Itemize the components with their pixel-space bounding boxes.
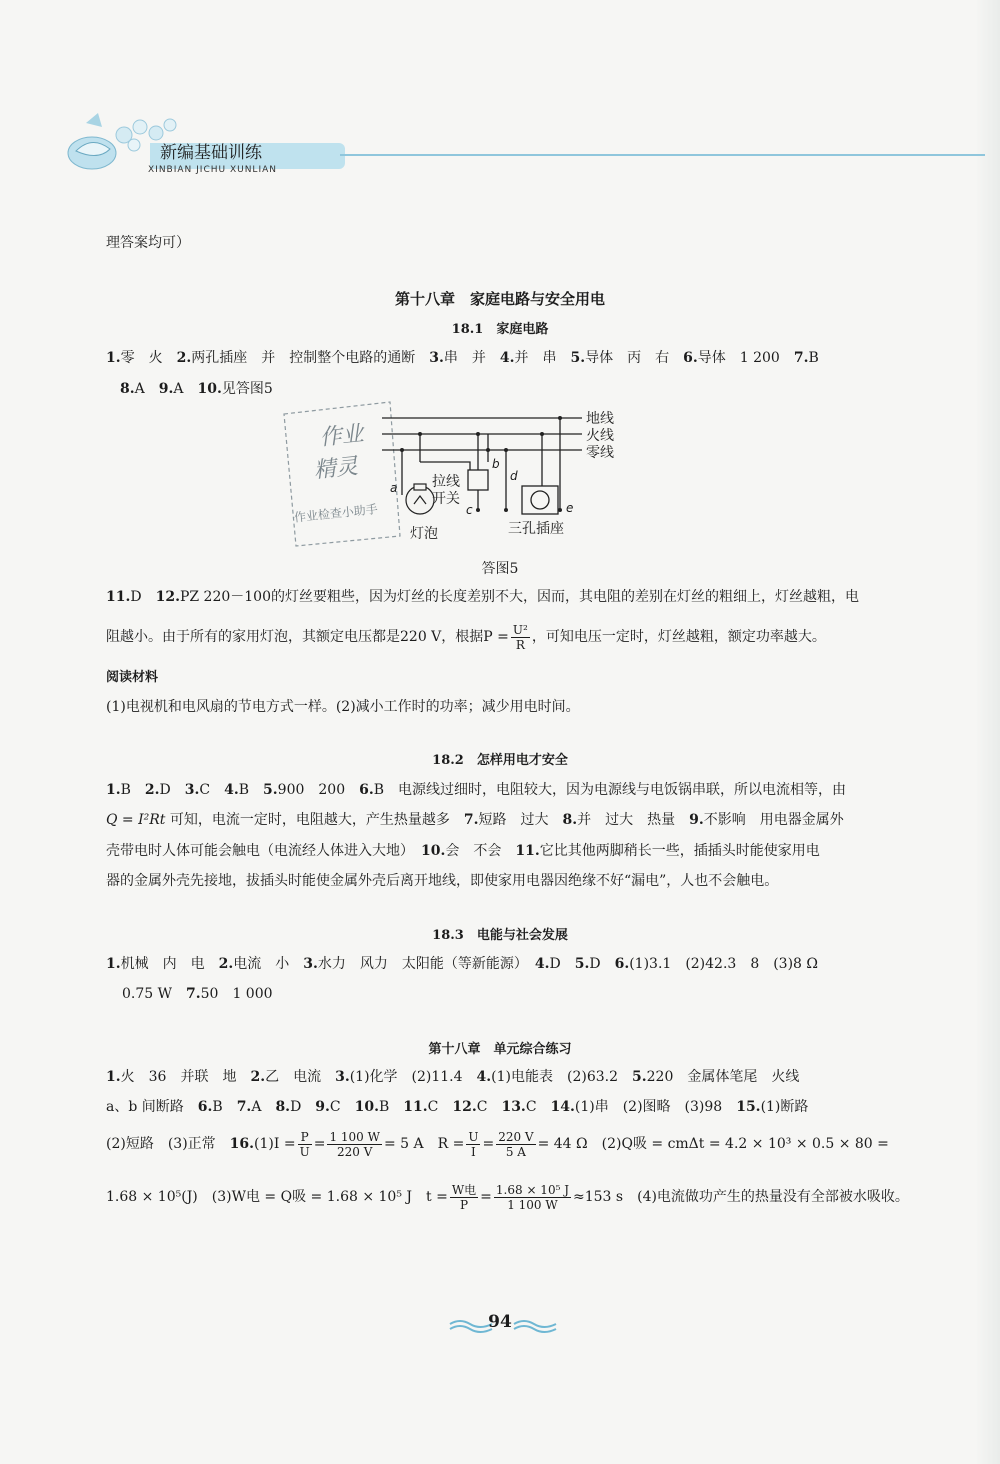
answer-text: B (808, 350, 819, 366)
label-live: 火线 (586, 428, 614, 444)
fraction-numerator: 1 100 W (329, 1129, 380, 1144)
q-number: 2. (218, 956, 234, 972)
fraction-denominator: P (459, 1197, 469, 1212)
stamp-text-1: 作业 (318, 421, 365, 451)
fraction-denominator: I (471, 1144, 476, 1159)
label-ground: 地线 (586, 411, 614, 427)
answer-text: D (290, 1099, 316, 1115)
q-number: 6. (359, 782, 374, 798)
answer-text: PZ 220－100的灯丝要粗些，因为灯丝的长度差别不大，因而，其电阻的差别在灯丝的粗细上，灯丝越粗，电 (179, 589, 859, 605)
q-number: 1. (106, 350, 121, 366)
answer-text: a、b 间断路 (106, 1099, 198, 1115)
formula-fraction (466, 1130, 480, 1159)
fraction-denominator: U (299, 1144, 310, 1159)
q-number: 8. (562, 812, 578, 828)
q-number: 9. (158, 381, 174, 397)
answer-line (106, 810, 844, 830)
q-number: 4. (499, 350, 515, 366)
answer-text: 阻越小。由于所有的家用灯泡，其额定电压都是220 V，根据 (106, 629, 484, 645)
q-number: 10. (197, 381, 222, 397)
q-number: 2. (144, 782, 160, 798)
continued-text: 理答案均可） (106, 235, 190, 251)
formula-text: = (482, 1136, 495, 1152)
label-a: a (390, 481, 398, 495)
stamp-text-3: 作业检查小助手 (293, 502, 379, 525)
fraction-denominator: 5 A (505, 1144, 526, 1159)
fraction-numerator: 220 V (498, 1129, 534, 1144)
fraction-denominator: 1 100 W (507, 1197, 558, 1212)
q-number: 10. (354, 1099, 379, 1115)
answer-text: B (379, 1099, 404, 1115)
answer-line (106, 841, 820, 861)
answer-line (106, 954, 818, 974)
answer-line: 器的金属外壳先接地，拔插头时能使金属外壳后离开地线，即使家用电器因绝缘不好“漏电”，人也不会触电。 (106, 873, 779, 889)
q-number: 11. (403, 1099, 428, 1115)
answer-text: 导体 1 200 (697, 350, 794, 366)
answer-text: B (212, 1099, 237, 1115)
answer-text: D (549, 956, 575, 972)
section-title-18-3: 18.3 电能与社会发展 (432, 928, 568, 943)
lightbulb-icon (406, 484, 434, 514)
answer-line (106, 1067, 799, 1087)
answer-text: 会 不会 (445, 843, 516, 859)
q-number: 5. (263, 782, 278, 798)
q-number: 7. (236, 1099, 252, 1115)
answer-line-16-cont (106, 1180, 909, 1214)
formula-fraction (511, 623, 530, 652)
formula-fraction (327, 1130, 382, 1159)
label-bulb: 灯泡 (410, 526, 438, 542)
answer-text: B 电源线过细时，电阻较大，因为电源线与电饭锅串联，所以电流相等，由 (373, 782, 847, 798)
answer-text: D (589, 956, 615, 972)
answer-text: C (476, 1099, 502, 1115)
answer-text: 火 36 并联 地 (120, 1069, 251, 1085)
section-title-18-1: 18.1 家庭电路 (451, 322, 549, 337)
q-number: 4. (534, 956, 550, 972)
q-number: 3. (303, 956, 318, 972)
formula-fraction (450, 1183, 478, 1212)
fraction-numerator: W电 (451, 1182, 477, 1197)
q-number: 4. (476, 1069, 492, 1085)
answer-text: A (251, 1099, 276, 1115)
answer-text: 50 1 000 (200, 986, 273, 1002)
q-number: 6. (197, 1099, 213, 1115)
q-number: 1. (106, 782, 121, 798)
answer-text: 串 并 (443, 350, 500, 366)
answer-line-16 (106, 1127, 889, 1161)
formula-inline: Q = I²Rt (106, 812, 166, 828)
answer-text: D (130, 589, 156, 605)
label-pull-switch-1: 拉线 (432, 474, 460, 490)
answer-text: 它比其他两脚稍长一些，插插头时能使家用电 (539, 843, 820, 859)
formula-text: = 44 Ω (2)Q吸 = cmΔt = 4.2 × 10³ × 0.5 × 80 = (537, 1136, 889, 1152)
answer-text: 导体 丙 右 (585, 350, 684, 366)
reading-title: 阅读材料 (106, 670, 159, 685)
q-number: 11. (515, 843, 540, 859)
answer-text: 不影响 用电器金属外 (703, 812, 844, 828)
answer-text: C (525, 1099, 551, 1115)
fraction-numerator: U² (512, 622, 528, 637)
answer-text: 乙 电流 (265, 1069, 336, 1085)
label-b: b (492, 457, 500, 471)
stamp-text-2: 精灵 (312, 454, 360, 484)
label-c: c (466, 503, 473, 517)
answer-line (122, 984, 273, 1004)
answer-text: (1)3.1 (2)42.3 8 (3)8 Ω (629, 956, 819, 972)
label-d: d (510, 469, 518, 483)
q-number: 11. (106, 589, 131, 605)
q-number: 12. (155, 589, 180, 605)
q-number: 8. (120, 381, 135, 397)
section-title-18-2: 18.2 怎样用电才安全 (432, 753, 568, 768)
q-number: 14. (550, 1099, 575, 1115)
q-number: 9. (689, 812, 704, 828)
answer-text: ，可知电压一定时，灯丝越粗，额定功率越大。 (531, 629, 826, 645)
label-socket: 三孔插座 (508, 521, 564, 537)
q-number: 2. (250, 1069, 266, 1085)
page-edge-shadow (975, 0, 1000, 1464)
answer-text: B (238, 782, 264, 798)
formula-text: = (480, 1189, 492, 1205)
page-number: 94 (488, 1312, 512, 1332)
q-number: 6. (614, 956, 630, 972)
answer-line (106, 348, 819, 368)
q-number: 13. (501, 1099, 526, 1115)
answer-text: 并 过大 热量 (577, 812, 690, 828)
q-number: 4. (224, 782, 239, 798)
answer-text: 零 火 (120, 350, 177, 366)
section-title-review: 第十八章 单元综合练习 (428, 1042, 572, 1057)
formula-text: (1)I = (254, 1136, 296, 1152)
fraction-numerator: 1.68 × 10⁵ J (495, 1182, 570, 1197)
formula-text: 1.68 × 10⁵(J) (3)W电 = Q吸 = 1.68 × 10⁵ J t = (106, 1189, 448, 1205)
answer-text: C (199, 782, 225, 798)
answer-text: B (120, 782, 145, 798)
answer-text: (2)短路 (3)正常 (106, 1136, 230, 1152)
answer-text: A (173, 381, 198, 397)
answer-text: 见答图5 (221, 381, 273, 397)
q-number: 3. (335, 1069, 350, 1085)
answer-text: 并 串 (514, 350, 571, 366)
q-number: 1. (106, 956, 121, 972)
circuit-diagram (270, 400, 630, 550)
answer-text: 0.75 W (122, 986, 187, 1002)
q-number: 7. (186, 986, 201, 1002)
header-rule (340, 154, 985, 156)
answer-text: 电流 小 (233, 956, 304, 972)
header-title: 新编基础训练 (160, 143, 262, 163)
fraction-denominator: R (515, 637, 525, 652)
q-number: 3. (184, 782, 200, 798)
answer-text: 900 200 (277, 782, 360, 798)
answer-line (106, 1097, 808, 1117)
answer-text: (1)断路 (760, 1099, 809, 1115)
answer-text: 水力 风力 太阳能（等新能源） (317, 956, 535, 972)
q-number: 3. (429, 350, 444, 366)
formula-fraction (298, 1130, 312, 1159)
q-number: 6. (683, 350, 698, 366)
label-e: e (566, 501, 574, 515)
answer-text: 可知，电流一定时，电阻越大，产生热量越多 (165, 812, 464, 828)
answer-text: (1)电能表 (2)63.2 (491, 1069, 633, 1085)
answer-text: 短路 过大 (478, 812, 563, 828)
q-number: 2. (176, 350, 192, 366)
answer-text: (1)串 (2)图略 (3)98 (574, 1099, 737, 1115)
answer-line-11-12 (106, 587, 859, 607)
formula-text: ≈153 s (4)电流做功产生的热量没有全部被水吸收。 (573, 1189, 909, 1205)
formula-text: = 5 A R = (383, 1136, 465, 1152)
answer-text: (1)化学 (2)11.4 (349, 1069, 477, 1085)
q-number: 5. (632, 1069, 647, 1085)
formula-fraction (496, 1130, 535, 1159)
formula-text: = (313, 1136, 326, 1152)
q-number: 5. (570, 350, 586, 366)
answer-segments (165, 812, 843, 828)
q-number: 15. (736, 1099, 761, 1115)
q-number: 10. (421, 843, 446, 859)
reading-text: (1)电视机和电风扇的节电方式一样。(2)减小工作时的功率；减少用电时间。 (106, 699, 580, 715)
answer-text: 两孔插座 并 控制整个电路的通断 (191, 350, 430, 366)
q-number: 9. (315, 1099, 330, 1115)
fraction-numerator: P (298, 1130, 312, 1145)
q-number: 16. (229, 1136, 255, 1152)
q-number: 12. (452, 1099, 477, 1115)
answer-line (106, 780, 846, 800)
answer-line (120, 379, 273, 399)
answer-line-12-cont (106, 620, 826, 654)
q-number: 5. (574, 956, 590, 972)
q-number: 7. (463, 812, 479, 828)
answer-text: D (159, 782, 185, 798)
answer-text: C (427, 1099, 453, 1115)
figure-caption: 答图5 (481, 561, 519, 577)
label-neutral: 零线 (586, 445, 614, 461)
fraction-denominator: 220 V (337, 1144, 373, 1159)
formula-lhs: P = (483, 629, 509, 645)
formula-fraction (494, 1183, 571, 1212)
q-number: 7. (793, 350, 809, 366)
answer-text: C (329, 1099, 355, 1115)
header-subtitle: XINBIAN JICHU XUNLIAN (148, 165, 277, 175)
answer-text: 壳带电时人体可能会触电（电流经人体进入大地） (106, 843, 421, 859)
chapter-title: 第十八章 家庭电路与安全用电 (394, 290, 605, 308)
answer-text: A (134, 381, 159, 397)
q-number: 1. (106, 1069, 121, 1085)
answer-text: 机械 内 电 (120, 956, 219, 972)
label-pull-switch-2: 开关 (432, 491, 460, 507)
q-number: 8. (275, 1099, 291, 1115)
fraction-numerator: U (468, 1129, 479, 1144)
wave-right-icon (512, 1318, 558, 1334)
answer-text: 220 金属体笔尾 火线 (646, 1069, 800, 1085)
